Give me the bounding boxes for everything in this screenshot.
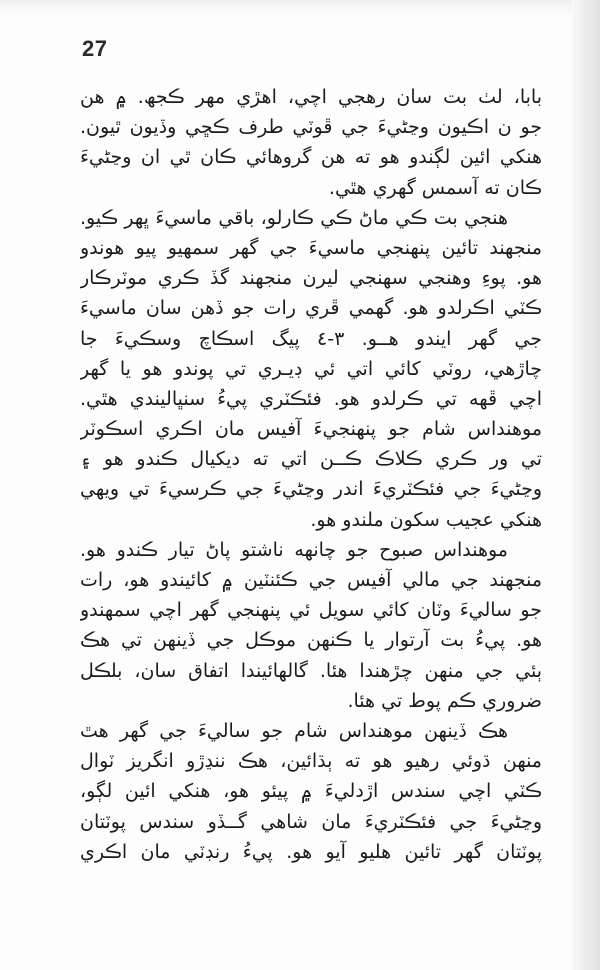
text-line: هنکي عجيب سکون ملندو هو.	[310, 508, 542, 531]
text-line: ٻئي جي منهن چڙهندا هئا. گالهائيندا اتفاق سان، بلڪل	[80, 659, 542, 682]
text-line: ضروري ڪم پوط تي هئا.	[347, 689, 542, 712]
text-line: اچي ڦهه تي ڪرلدو هو. فئڪٽري پيءُ سنڀاليندي هٿي.	[80, 387, 542, 410]
text-line: منجهند تائين پنهنجي ماسيءَ جي گهر سمهيو پيو هوندو	[80, 236, 542, 259]
text-line: پوٽتان گهر تائين هليو آيو هو. پيءُ رنڊٽي مان اڪري	[80, 840, 542, 863]
text-line: موهنداس صبوح جو چانهه ناشتو پاڻ تيار ڪندو هو.	[80, 538, 508, 561]
text-line: هنکي ائين لڳندو هو ته هن گروهائي ڪان ٿي ان وڃڻيءَ	[80, 146, 542, 169]
text-line: ڪٽي اڪرلدو هو. گهمي ڦري رات جو ڏهن سان ماسيءَ	[80, 297, 542, 320]
page-gutter-shadow	[572, 0, 600, 970]
text-line: وڃڻيءَ جي فئڪٽريءَ مان شاهي گــڏو سندس پوٽتان	[80, 810, 542, 833]
page-number: 27	[82, 36, 108, 61]
text-line: هنجي بت ڪي ماڻ ڪي ڪارلو، باقي ماسيءَ ڀهر ڪيو.	[80, 206, 508, 229]
scan-top-shade	[0, 0, 600, 16]
text-line: موهنداس شام جو پنهنجيءَ آفيس مان اڪري اسڪوٽر	[80, 418, 542, 441]
text-line: منهن ڌوئي رهيو هو ته ٻڌائين، هڪ ننڍڙو انگريز ٽوال	[80, 750, 542, 773]
text-line: تي ور ڪري ڪلاڪ ڪــن اتي ته ديکيال ڪندو هو ۽	[80, 448, 542, 471]
text-line: منجهند جي مالي آفيس جي ڪئنٽين ۾ کائيندو هو، رات	[80, 569, 542, 591]
text-line: جو ن اڪيون وڃڻيءَ جي ڦوٽي طرف ڪڇي وڏيون ٿيون.	[80, 116, 542, 139]
text-line: چاڙهي، روٽي کائي اتي ئي ڊيـري تي پوندو هو يا گهر	[80, 357, 542, 380]
text-line: ڪان ته آسمس گهري هٿي.	[328, 176, 542, 199]
text-line: هو. پيءُ بت آرتوار يا ڪنهن موڪل جي ڏينهن تي هڪ	[80, 629, 542, 652]
text-line: وڃڻيءَ جي فئڪٽريءَ اندر وڃڻيءَ جي ڪرسيءَ تي ويهي	[80, 478, 542, 501]
text-line: جي گهر ايندو هــو. ٣-٤ پيگ اسڪاچ وسڪيءَ جا	[80, 327, 542, 350]
text-line: جو ساليءَ وٽان کائي سويل ئي پنهنجي گهر اچي سمهندو	[80, 599, 542, 622]
text-line: هو. پوءِ وهنجي سهنجي ليرن منجهند گڏ ڪري موٽرڪار	[80, 267, 542, 290]
body-text	[80, 82, 542, 867]
text-line: هڪ ڏينهن موهنداس شام جو ساليءَ جي گهر هٿ	[80, 719, 508, 742]
text-line: ڪٽي اچي سندس اڙدليءَ ۾ پيئو هو، هنکي ائين لڳو،	[80, 780, 542, 803]
text-line: بابا، لٺ بت سان رهجي اچي، اهڙي مهر ڪجھ. ۾ هن	[80, 86, 542, 108]
